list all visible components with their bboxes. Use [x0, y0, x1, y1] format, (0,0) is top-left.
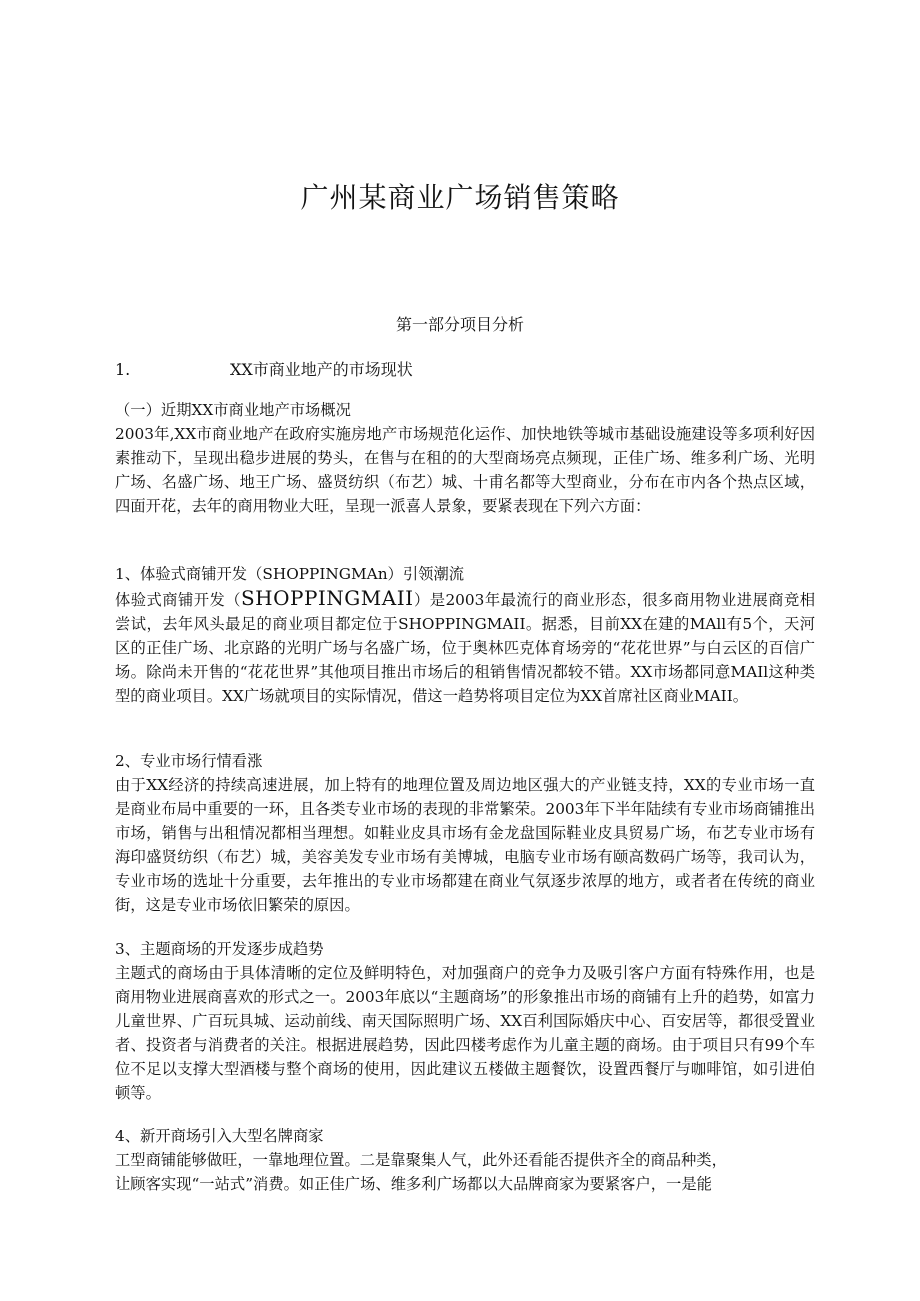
- outline-heading: [115, 357, 413, 380]
- section-4-heading: 4、新开商场引入大型名牌商家: [115, 1127, 324, 1145]
- section-4-line-2: 让顾客实现“一站式”消费。如正佳广场、维多利广场都以大品牌商家为要紧客户，一是能: [115, 1175, 712, 1193]
- section-3-paragraph: 主题式的商场由于具体清晰的定位及鲜明特色，对加强商户的竞争力及吸引客户方面有特殊作用，也是商用物业进展商喜欢的形式之一。2003年底以“主题商场”的形象推出市场的商铺有上升的趋势，如富力儿童世界、广百玩具城、运动前线、南天国际照明广场、XX百利国际婚庆中心、百安居等，都很受置业者、投资者与消费者的关注。根据进展趋势，因此四楼考虑作为儿童主题的商场。由于项目只有99个车位不足以支撑大型酒楼与整个商场的使用，因此建议五楼做主题餐饮，设置西餐厅与咖啡馆，如引进伯顿等。: [115, 964, 815, 1102]
- section-1-rest: ）是2003年最流行的商业形态，很多商用物业进展商竞相尝试，去年风头最足的商业项目都定位于SHOPPINGMAII。据悉，目前XX在建的MAll有5个，天河区的正佳广场、北京路的光明广场与名盛广场，位于奥林匹克体育场旁的“花花世界”与白云区的百信广场。除尚未开售的“花花世界”其他项目推出市场后的租销售情况都较不错。XX市场都同意MAIl这种类型的商业项目。XX广场就项目的实际情况，借这一趋势将项目定位为XX首席社区商业MAII。: [115, 591, 815, 705]
- section-4: [115, 1124, 815, 1196]
- section-2-paragraph: 由于XX经济的持续高速进展，加上特有的地理位置及周边地区强大的产业链支持，XX的专业市场一直是商业布局中重要的一环，且各类专业市场的表现的非常繁荣。2003年下半年陆续有专业市场商铺推出市场，销售与出租情况都相当理想。如鞋业皮具市场有金龙盘国际鞋业皮具贸易广场，布艺专业市场有海印盛贤纺织（布艺）城，美容美发专业市场有美博城，电脑专业市场有颐高数码广场等，我司认为，专业市场的选址十分重要，去年推出的专业市场都建在商业气氛逐步浓厚的地方，或者者在传统的商业街，这是专业市场依旧繁荣的原因。: [115, 776, 815, 914]
- overview-block: [115, 398, 815, 518]
- section-2-heading: 2、专业市场行情看涨: [115, 752, 263, 770]
- section-1: [115, 562, 815, 708]
- outline-text: XX市商业地产的市场现状: [230, 360, 413, 379]
- section-4-line-1: 工型商铺能够做旺，一靠地理位置。二是靠聚集人气，此外还看能否提供齐全的商品种类，: [115, 1151, 727, 1169]
- overview-heading: （一）近期XX市商业地产市场概况: [115, 401, 351, 419]
- overview-paragraph: 2003年,XX市商业地产在政府实施房地产市场规范化运作、加快地铁等城市基础设施建设等多项利好因素推动下，呈现出稳步进展的势头，在售与在租的的大型商场亮点频现，正佳广场、维多利广场、光明广场、名盛广场、地王广场、盛贤纺织（布艺）城、十甫名都等大型商业，分布在市内各个热点区域，四面开花，去年的商用物业大旺，呈现一派喜人景象，要紧表现在下列六方面：: [115, 425, 815, 515]
- section-1-prefix: 体验式商铺开发（: [115, 591, 241, 609]
- section-3: [115, 937, 815, 1105]
- section-2: [115, 749, 815, 917]
- document-title: 广州某商业广场销售策略: [300, 181, 620, 214]
- section-3-heading: 3、主题商场的开发逐步成趋势: [115, 940, 324, 958]
- section-1-shopping-mall-term: SHOPPINGMAII: [240, 586, 414, 610]
- section-1-heading: 1、体验式商铺开发（SHOPPINGMAn）引领潮流: [115, 565, 465, 583]
- part-heading: 第一部分项目分析: [395, 315, 524, 334]
- section-1-paragraph: [115, 586, 815, 708]
- outline-number: 1.: [115, 360, 131, 379]
